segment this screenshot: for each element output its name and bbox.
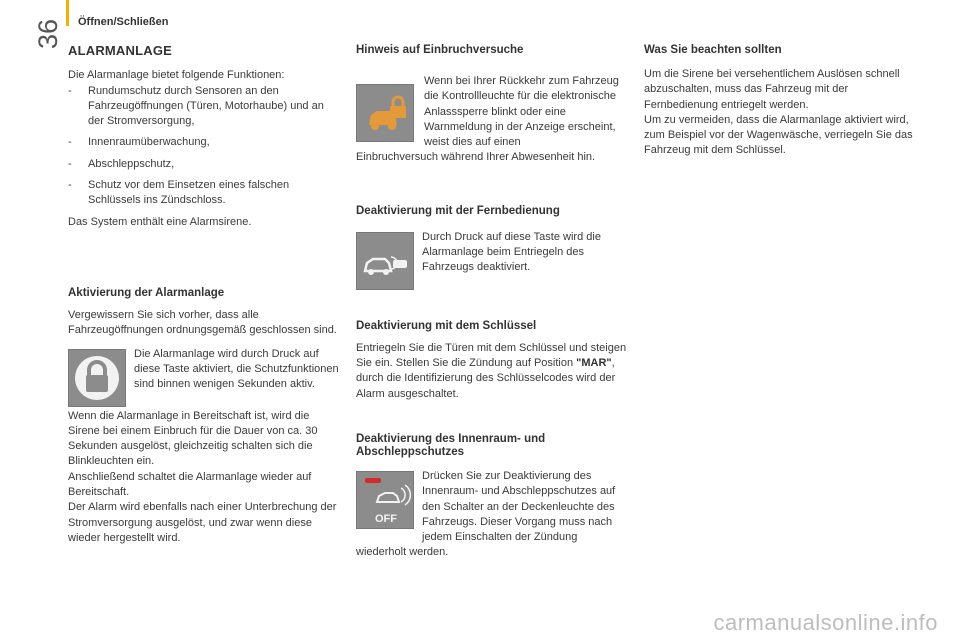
- notes-p1: Um die Sirene bei versehentlichem Auslösen schnell abzuschalten, muss das Fahrzeug mit der Fernbedienung entriegelt werden.: [644, 68, 900, 111]
- activation-p3: Der Alarm wird ebenfalls nach einer Unterbrechung der Stromversorgung ausgelöst, und zwar wenn diese wieder hergestellt wird.: [68, 501, 337, 544]
- heading-notes: Was Sie beachten sollten: [644, 44, 782, 56]
- interior-icon-block: [356, 469, 632, 545]
- page-number: 36: [33, 18, 63, 50]
- activation-p2: Anschließend schaltet die Alarmanlage wieder auf Bereitschaft.: [68, 470, 312, 499]
- list-item: - Innenraumüberwachung,: [68, 135, 340, 150]
- siren-note: Das System enthält eine Alarmsirene.: [68, 215, 252, 228]
- intrusion-icon-block: [356, 74, 632, 150]
- activation-icon-block: [68, 347, 340, 409]
- interior-protection-off-icon: [356, 471, 414, 529]
- column-deactivation: [356, 40, 632, 561]
- list-item: - Abschleppschutz,: [68, 157, 340, 172]
- watermark: carmanualsonline.info: [713, 610, 938, 635]
- list-item: - Schutz vor dem Einsetzen eines falschen Schlüssels ins Zündschloss.: [68, 178, 340, 209]
- heading-activation: Aktivierung der Alarmanlage: [68, 286, 225, 299]
- interior-icon-text: Drücken Sie zur Deaktivierung des Innenraum- und Abschleppschutzes auf den Schalter an der Deckenleuchte des Fahrzeugs. Dieser Vorgang muss nach jedem Einschalten der Zündung: [422, 469, 616, 544]
- interior-tail: wiederholt werden.: [356, 546, 449, 559]
- heading-key: Deaktivierung mit dem Schlüssel: [356, 319, 537, 332]
- key-instructions: Entriegeln Sie die Türen mit dem Schlüssel und steigen Sie ein. Stellen Sie die Zündung auf Position "MAR", durch die Identifizierung des Schlüsselcodes wird der Alarm ausgeschaltet.: [356, 341, 627, 400]
- remote-icon-text: Durch Druck auf diese Taste wird die Alarmanlage beim Entriegeln des Fahrzeugs deaktiviert.: [422, 230, 601, 274]
- chapter-title: Öffnen/Schließen: [78, 16, 169, 28]
- remote-icon-block: [356, 230, 632, 292]
- intrusion-icon-text: Wenn bei Ihrer Rückkehr zum Fahrzeug die Kontrollleuchte für die elektronische Anlasssperre blinkt oder eine Warnmeldung in der Anzeige erscheint, weist dies auf einen: [424, 75, 619, 149]
- section-title-alarm: ALARMANLAGE: [68, 43, 173, 58]
- heading-interior: Deaktivierung des Innenraum- und Abschleppschutzes: [356, 432, 546, 458]
- position-mar: "MAR": [576, 357, 612, 370]
- intrusion-tail: Einbruchversuch während Ihrer Abwesenheit hin.: [356, 151, 596, 164]
- column-alarm-system: [68, 40, 340, 546]
- activation-icon-text: Die Alarmanlage wird durch Druck auf diese Taste aktiviert, die Schutzfunktionen sind binnen wenigen Sekunden aktiv.: [134, 347, 339, 391]
- notes-p2: Um zu vermeiden, dass die Alarmanlage aktiviert wird, zum Beispiel vor der Wagenwäsche, verriegeln Sie das Fahrzeug mit dem Schlüssel.: [644, 113, 913, 157]
- activation-check: Vergewissern Sie sich vorher, dass alle Fahrzeugöffnungen ordnungsgemäß geschlossen sind.: [68, 308, 337, 337]
- lock-button-icon: [68, 349, 126, 407]
- functions-intro: Die Alarmanlage bietet folgende Funktionen:: [68, 69, 285, 82]
- list-item: - Rundumschutz durch Sensoren an den Fahrzeugöffnungen (Türen, Motorhaube) und an der Stromversorgung,: [68, 84, 340, 130]
- header-accent-bar: [66, 0, 69, 26]
- remote-unlock-icon: [356, 232, 414, 290]
- activation-p1: Wenn die Alarmanlage in Bereitschaft ist, wird die Sirene bei einem Einbruch für die Dauer von ca. 30 Sekunden ausgelöst, gleichzeitig schalten sich die Blinkleuchten ein.: [68, 409, 318, 468]
- car-lock-warning-icon: [356, 84, 414, 142]
- heading-intrusion: Hinweis auf Einbruchversuche: [356, 44, 524, 56]
- off-label: OFF: [375, 512, 397, 525]
- column-notes: [644, 40, 914, 159]
- heading-remote: Deaktivierung mit der Fernbedienung: [356, 204, 560, 217]
- function-list: [68, 84, 340, 209]
